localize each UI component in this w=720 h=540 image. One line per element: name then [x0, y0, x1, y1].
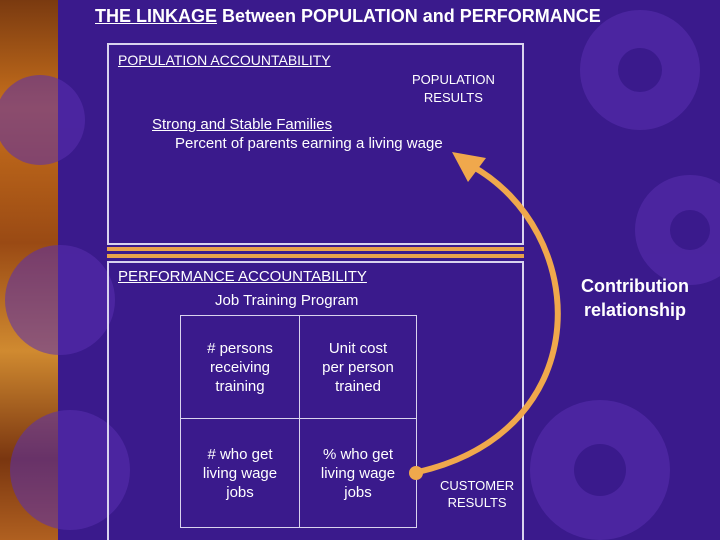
title-linkage: THE LINKAGE	[95, 6, 218, 26]
population-result-title: Strong and Stable Families	[152, 116, 333, 133]
quadrant-label: # persons receiving training	[207, 339, 273, 395]
title-rest: Between POPULATION and PERFORMANCE	[222, 6, 601, 26]
quadrant-label: # who get living wage jobs	[202, 445, 278, 501]
program-name: Job Training Program	[215, 292, 359, 309]
quadrant-label: % who get living wage jobs	[320, 445, 396, 501]
performance-accountability-heading: PERFORMANCE ACCOUNTABILITY	[118, 268, 367, 285]
quadrant-label: Unit cost per person trained	[322, 339, 394, 395]
contribution-relationship-label: Contribution relationship	[581, 276, 689, 320]
population-accountability-heading: POPULATION ACCOUNTABILITY	[118, 52, 331, 68]
population-results-label: POPULATION RESULTS	[412, 72, 495, 105]
customer-results-label: CUSTOMER RESULTS	[440, 478, 515, 510]
population-indicator: Percent of parents earning a living wage	[175, 135, 443, 152]
